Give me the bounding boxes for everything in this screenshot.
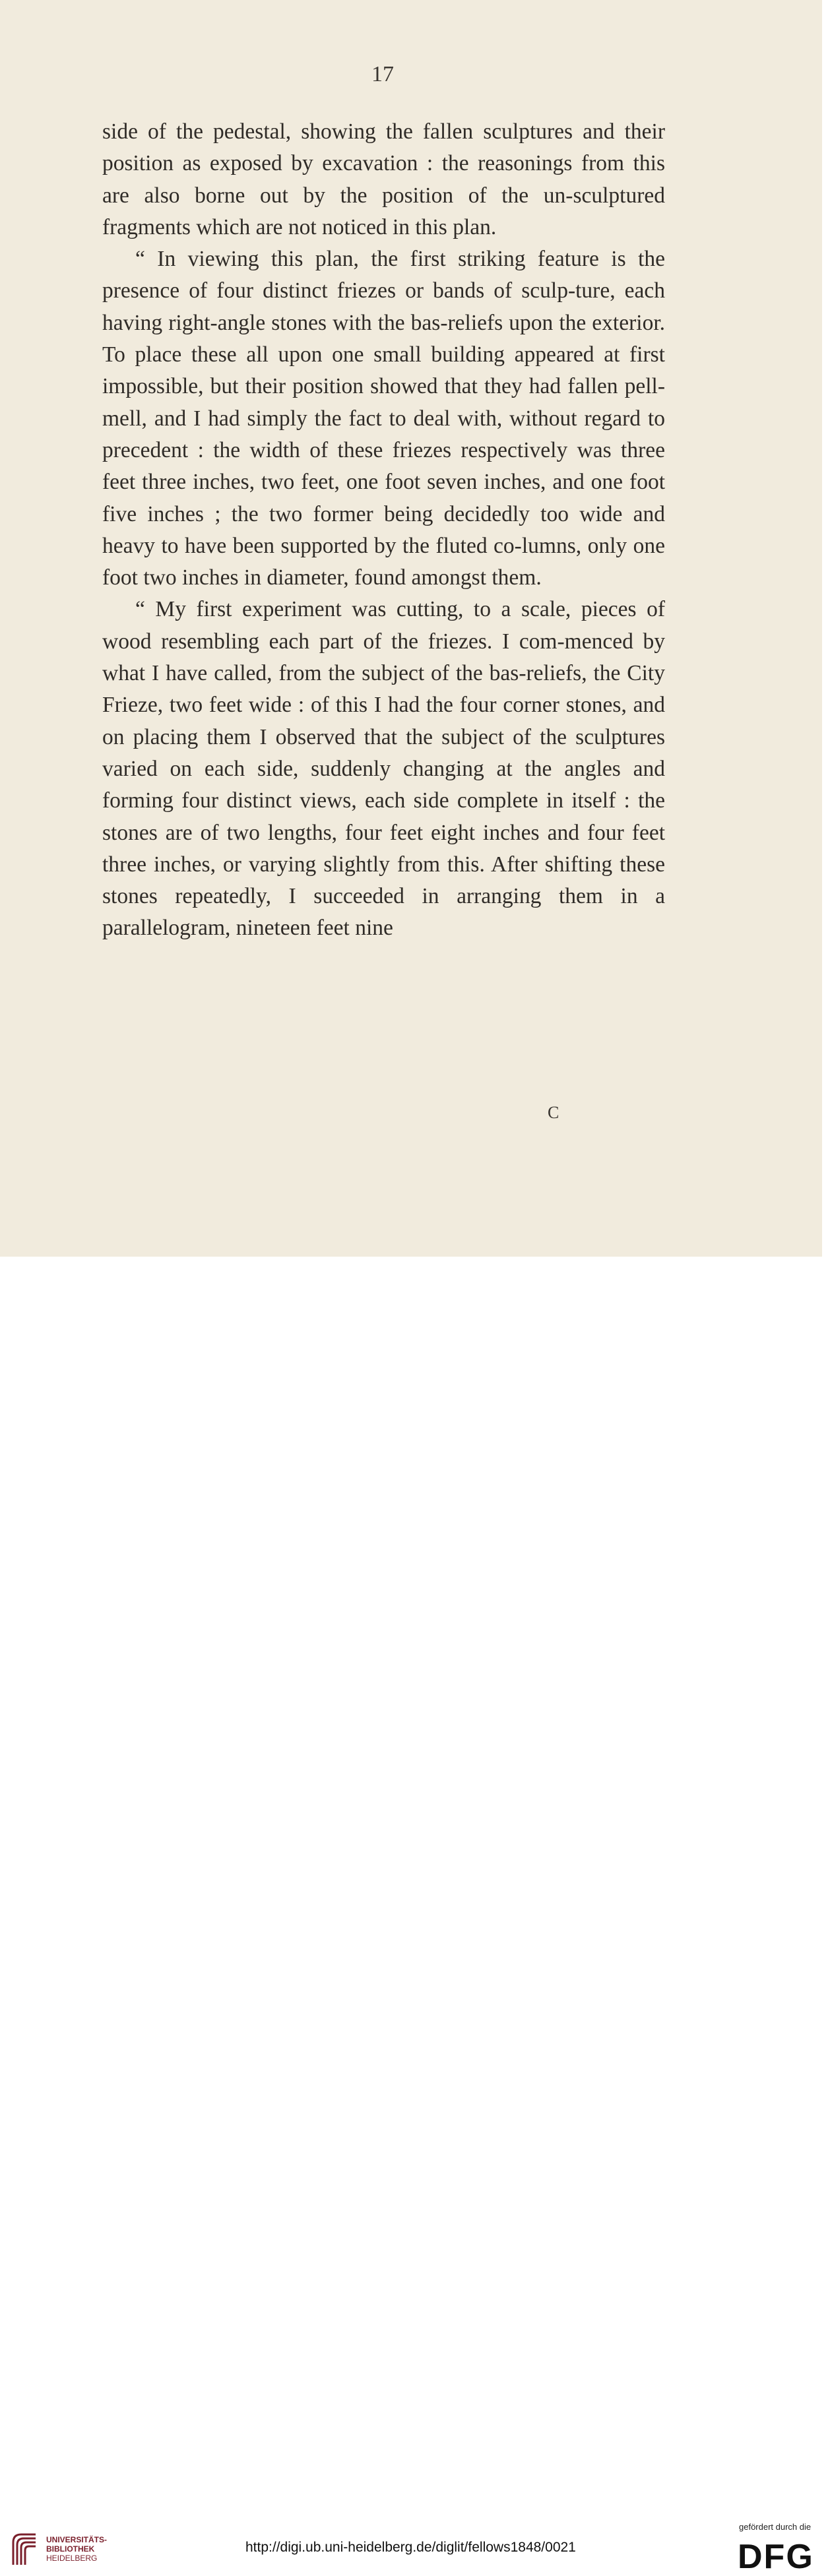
paragraph: “ In viewing this plan, the first striking feature is the presence of four distinct friezes or bands of sculp-ture, each having right-angle stones with the bas-reliefs upon the exterior. To place these all upon one small building appeared at first impossible, but their position showed that they had fallen pell-mell, and I had simply the fact to deal with, without regard to precedent : the width of these friezes respectively was three feet three inches, two feet, one foot seven inches, and one foot five inches ; the two former being decidedly too wide and heavy to have been supported by the fluted co-lumns, only one foot two inches in diameter, found amongst them. [102,247,665,590]
library-name-line: HEIDELBERG [46,2554,98,2563]
dfg-logo[interactable]: DFG [738,2538,814,2576]
scanned-page [0,0,822,1257]
page-number: 17 [371,62,394,86]
library-name[interactable] [46,2535,107,2563]
paragraph: side of the pedestal, showing the fallen sculptures and their position as exposed by excavation : the reasonings from this are also borne out by the position of the un-sculptured fragments which are not noticed in this plan. [102,119,665,239]
footer-bar [0,1257,830,2576]
signature-mark: C [548,1103,559,1122]
library-name-line: UNIVERSITÄTS- [46,2535,108,2544]
paragraph: “ My first experiment was cutting, to a scale, pieces of wood resembling each part of the friezes. I com-menced by what I have called, from the subject of the bas-reliefs, the City Frieze, two feet wide : of this I had the four corner stones, and on placing them I observed that the subject of the sculptures varied on each side, suddenly changing at the angles and forming four distinct views, each side complete in itself : the stones are of two lengths, four feet eight inches and four feet three inches, or varying slightly from this. After shifting these stones repeatedly, I succeeded in arranging them in a parallelogram, nineteen feet nine [102,597,665,941]
body-text [102,116,665,945]
funder-caption: gefördert durch die [739,2522,812,2532]
library-name-line: BIBLIOTHEK [46,2544,95,2554]
ub-heidelberg-logo-icon[interactable] [9,2529,40,2567]
permalink-url[interactable]: http://digi.ub.uni-heidelberg.de/diglit/fellows1848/0021 [245,2540,576,2555]
